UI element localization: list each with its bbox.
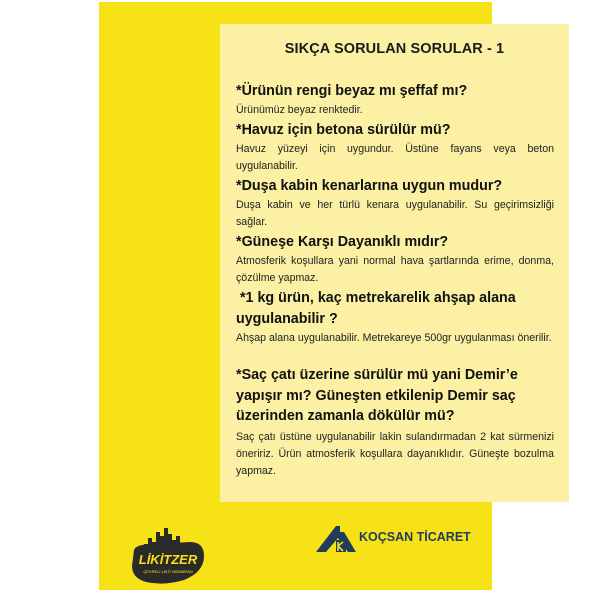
faq-card xyxy=(99,2,554,590)
faq-panel xyxy=(220,24,569,502)
likitzer-logo xyxy=(124,522,208,588)
faq-question-4: *Güneşe Karşı Dayanıklı mıdır? xyxy=(236,234,449,250)
faq-question-5: *1 kg ürün, kaç metrekarelik ahşap alana uygulanabilir ? xyxy=(236,290,520,327)
faq-answer-6: Saç çatı üstüne uygulanabilir lakin sulandırmadan 2 kat sürmenizi öneririz. Ürün atmosferik koşullara dayanıklıdır. Güneşte bozulma yapmaz. xyxy=(236,431,554,477)
faq-answer-3: Duşa kabin ve her türlü kenara uygulanabilir. Su geçirimsizliği sağlar. xyxy=(236,199,554,228)
faq-answer-2: Havuz yüzeyi için uygundur. Üstüne fayans veya beton uygulanabilir. xyxy=(236,143,554,172)
faq-answer-1: Ürünümüz beyaz renktedir. xyxy=(236,104,363,116)
faq-answer-4: Atmosferik koşullara yani normal hava şartlarında erime, donma, çözülme yapmaz. xyxy=(236,255,554,284)
kocsan-logo xyxy=(314,522,479,554)
faq-question-6: *Saç çatı üzerine sürülür mü yani Demir’e yapışır mı? Güneşten etkilenip Demir saç üzerinden zamanla dökülür mü? xyxy=(236,367,518,424)
page-title: SIKÇA SORULAN SORULAR - 1 xyxy=(284,41,505,57)
kocsan-logo-text: KOÇSAN TİCARET xyxy=(359,530,471,544)
likitzer-logo-tagline: ÇEVRELİ LİKİT MEMBRAN xyxy=(143,569,193,574)
faq-question-3: *Duşa kabin kenarlarına uygun mudur? xyxy=(236,178,503,194)
faq-question-2: *Havuz için betona sürülür mü? xyxy=(236,122,451,138)
faq-question-1: *Ürünün rengi beyaz mı şeffaf mı? xyxy=(236,83,468,99)
likitzer-logo-icon xyxy=(124,522,208,588)
house-roof-icon xyxy=(314,522,358,554)
faq-answer-5: Ahşap alana uygulanabilir. Metrekareye 500gr uygulanması önerilir. xyxy=(236,332,552,344)
likitzer-logo-text: LİKİTZER xyxy=(138,552,198,567)
